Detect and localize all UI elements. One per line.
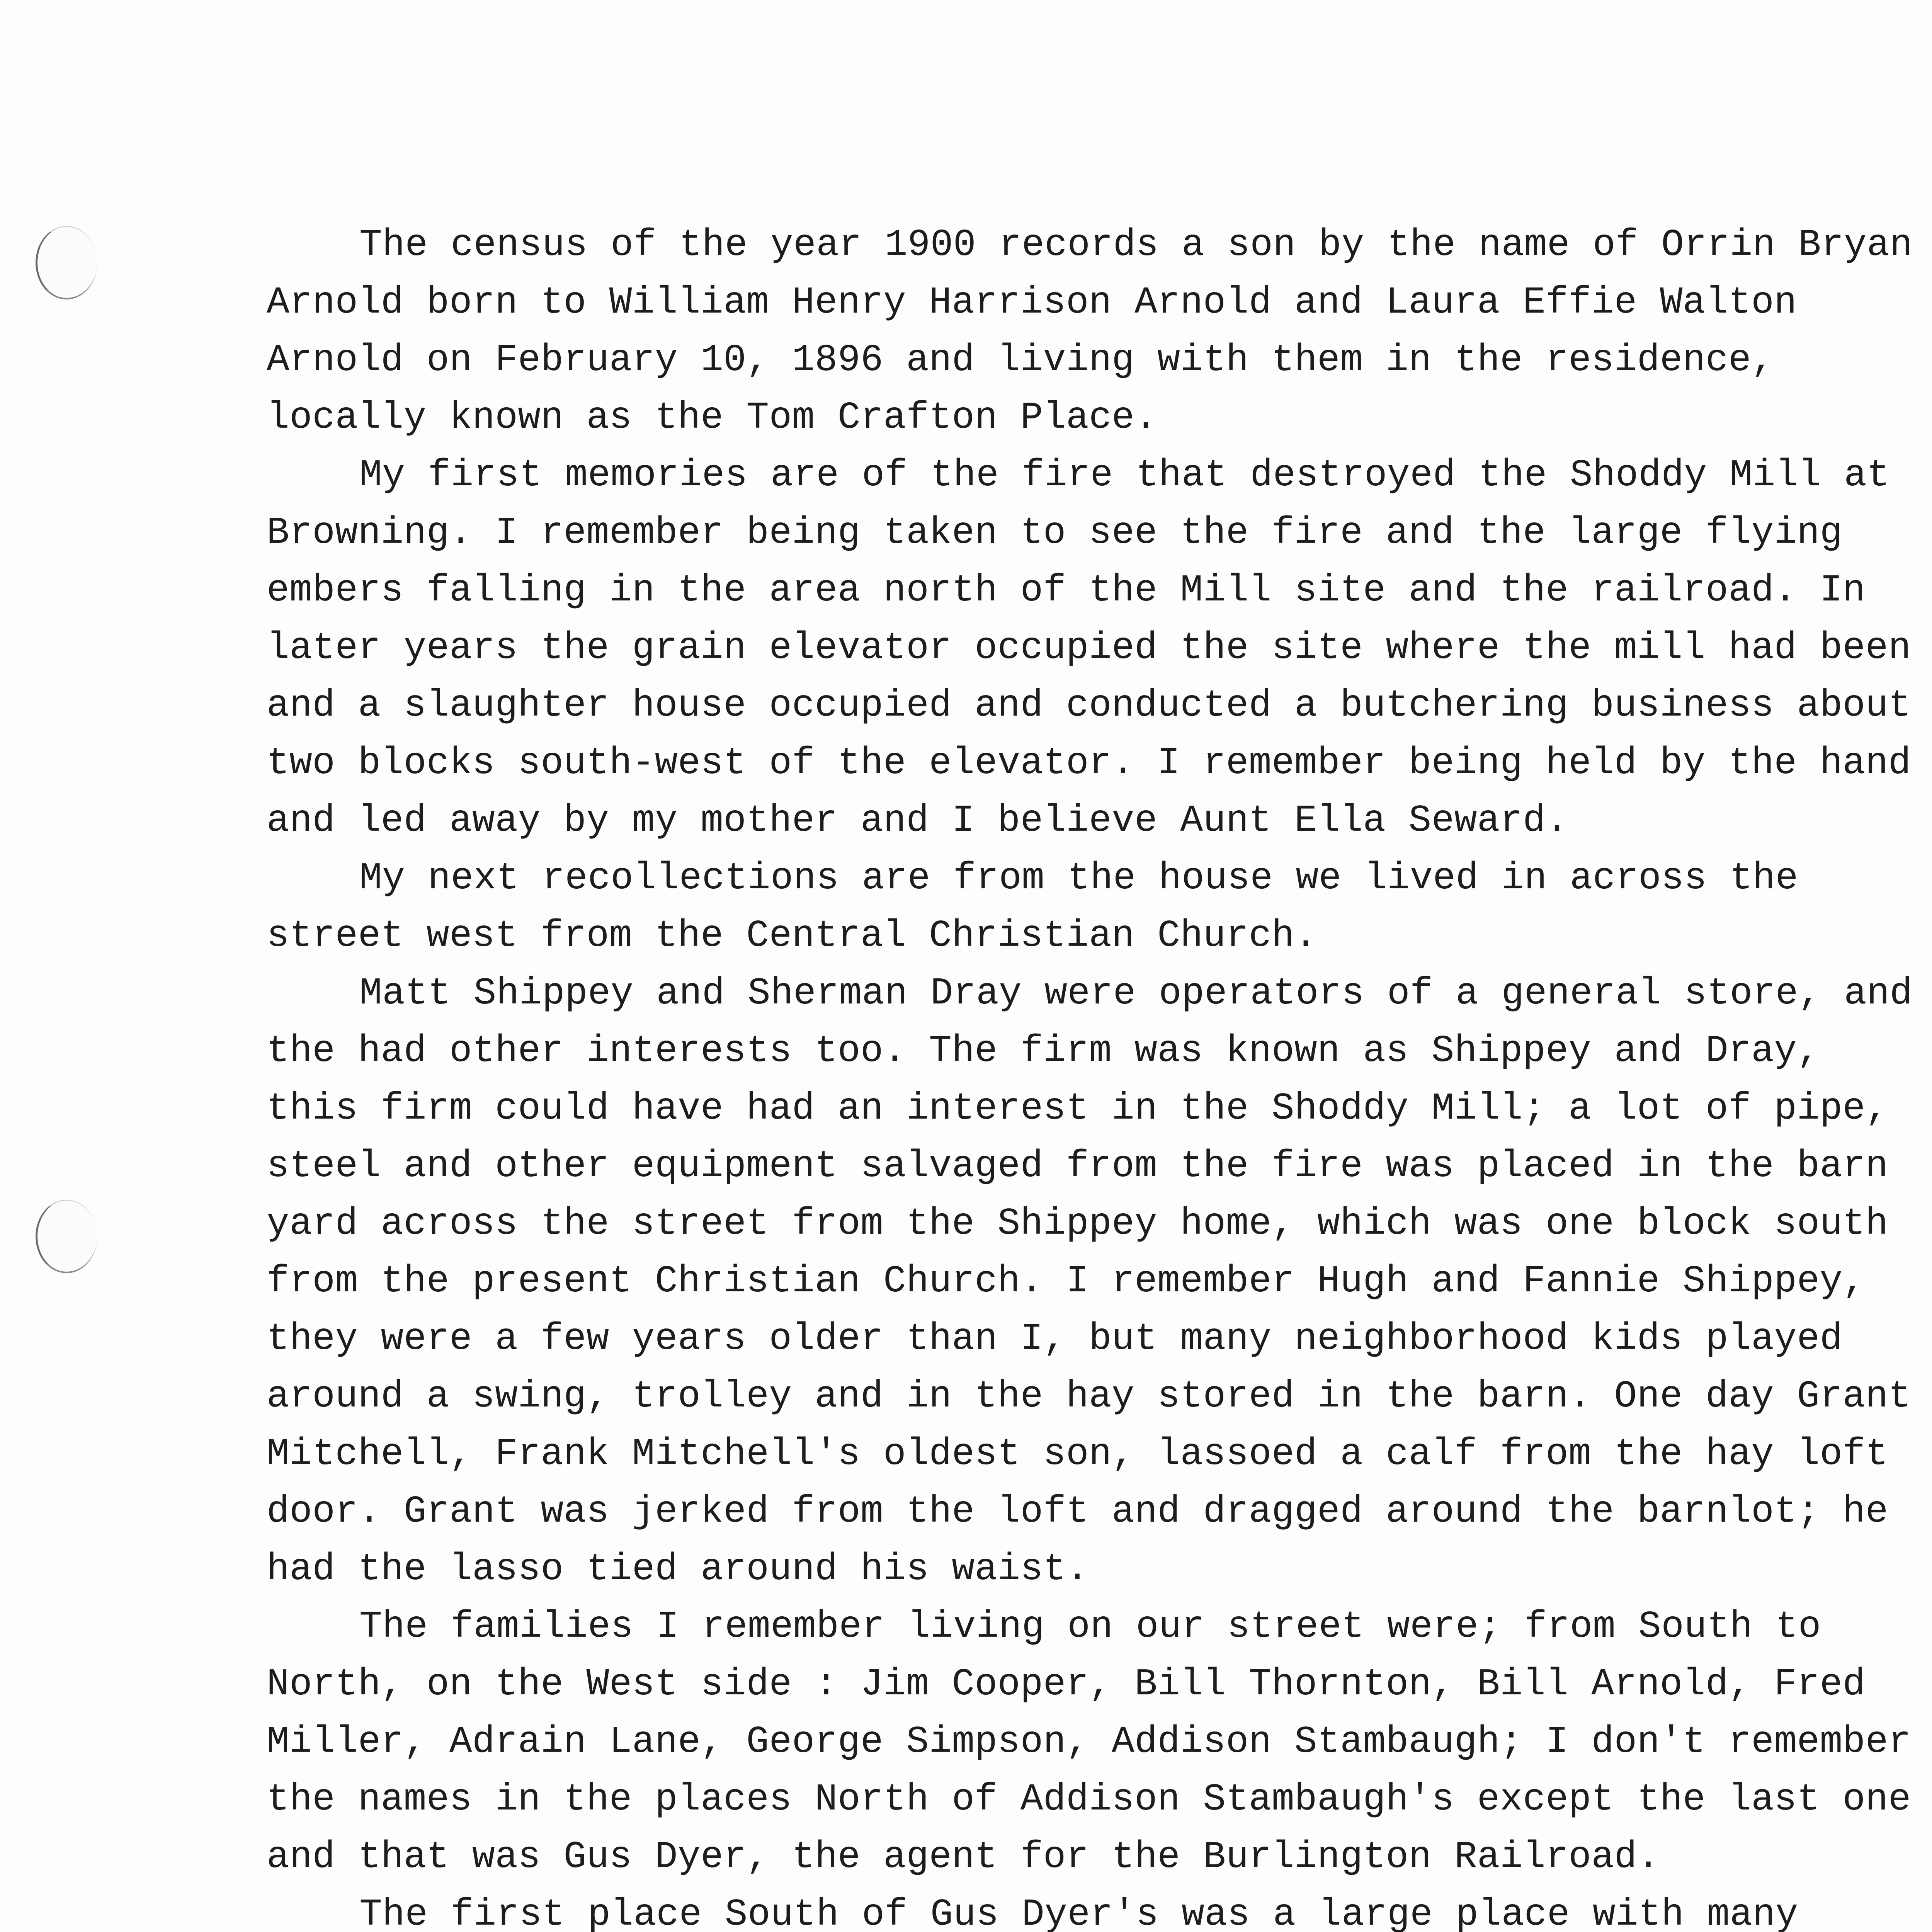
paragraph-street-families: The families I remember living on our street were; from South to North, on the West side : Jim Cooper, Bill Thornton, Bill Arnold, Fred Miller, Adrain Lane, George Simpson, Addison Stambaugh; I don't remember the names in the places North of Addison Stambaugh's except the last one and that was Gus Dyer, the agent for the Burlington Railroad. xyxy=(267,1605,1911,1879)
paragraph-census: The census of the year 1900 records a son by the name of Orrin Bryan Arnold born to William Henry Harrison Arnold and Laura Effie Walton Arnold on February 10, 1896 and living with them in the residence, locally known as the Tom Crafton Place. xyxy=(267,224,1913,439)
paragraph-house-recollections: My next recollections are from the house we lived in across the street west from the Central Christian Church. xyxy=(267,857,1798,957)
binder-hole-top xyxy=(36,226,97,299)
paragraph-shoddy-mill-fire: My first memories are of the fire that destroyed the Shoddy Mill at Browning. I remember being taken to see the fire and the large flying embers falling in the area north of the Mill site and the railroad. In later years the grain elevator occupied the site where the mill had been and a slaughter house occupied and conducted a butchering business about two blocks south-west of the elevator. I remember being held by the hand and led away by my mother and I believe Aunt Ella Seward. xyxy=(267,454,1911,842)
paragraph-shippey-and-dray: Matt Shippey and Sherman Dray were operators of a general store, and the had other interests too. The firm was known as Shippey and Dray, this firm could have had an interest in the Shoddy Mill; a lot of pipe, steel and other equipment salvaged from the fire was placed in the barn yard across the street from the Shippey home, which was one block south from the present Christian Church. I remember Hugh and Fannie Shippey, they were a few years older than I, but many neighborhood kids played around a swing, trolley and in the hay stored in the barn. One day Grant Mitchell, Frank Mitchell's oldest son, lassoed a calf from the hay loft door. Grant was jerked from the loft and dragged around the barnlot; he had the lasso tied around his waist. xyxy=(267,972,1913,1591)
binder-hole-middle xyxy=(36,1200,97,1273)
paragraph-horse-breakers: The first place South of Gus Dyer's was a large place with many xyxy=(359,1893,1798,1932)
typed-text-body xyxy=(267,216,1928,1932)
